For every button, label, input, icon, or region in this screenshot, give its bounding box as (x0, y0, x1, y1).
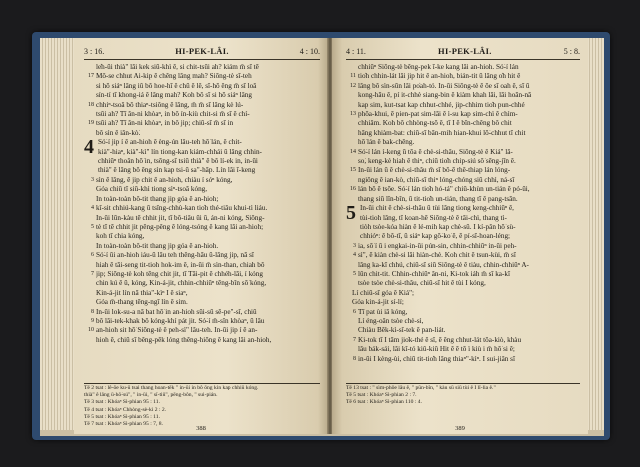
verse-number: 10 (88, 327, 94, 334)
verse-text: tsòe tsòe chè-si-thâu, chiū-sī hit ê tùi I kóng, (358, 279, 486, 288)
text-line (346, 242, 580, 251)
verse-number: 7 (91, 270, 94, 277)
verse-text: bô sìn ê iân-kò͘. (96, 128, 141, 137)
text-line (346, 129, 580, 138)
verse-text: Ki-tok tī I tām jio̍k-thé ê sî, ē êng chhut-lát tōa-kiò, khàu (358, 335, 522, 344)
right-page-body (346, 63, 580, 381)
right-footnotes (346, 383, 580, 407)
verse-number (84, 63, 96, 72)
verse-text: in-ūi I kèng-ùi, chiū tit-tio̍h lâng thiaⁿ"-kìⁿ. I sui-jiân sī (358, 354, 515, 363)
verse-number (346, 129, 358, 138)
verse-number: 8 (353, 355, 356, 362)
verse-number (346, 279, 358, 288)
footnote-line: Tē 4 tsat : Khóaⁿ Chhòng-sè-kì 2 : 2. (84, 406, 167, 413)
text-line (346, 185, 580, 194)
footnote-line: thià" ê lâng ū-hō͘-sú", " in-ūi, " sī-tiû", pēng-bôn, " sui-pián. (84, 392, 218, 399)
chapter-number: 5 (346, 202, 356, 225)
left-page-header (84, 46, 320, 58)
text-line (84, 82, 320, 91)
verse-text: lûn chit-tit. Chhin-chhiūⁿ ân-ni, Ki-tok iáh m̄ sī ka-kī (358, 269, 510, 278)
text-line (346, 195, 580, 204)
verse-number: 8 (91, 308, 94, 315)
text-line (84, 214, 320, 223)
verse-number (346, 326, 358, 335)
verse-text: so͘, keng-kè hiah ê thiⁿ, chiū tio̍h chip-siú sō͘ sēng-jīn ê. (358, 157, 516, 166)
verse-number (84, 82, 96, 91)
verse-text: tè tī tē chhit jit pêng-pêng ê lóng-tsóng ê kang lâi an-hioh; (96, 222, 264, 231)
verse-text: lâu bák-sái, lâi kî-tó kiû-kiû Hit ê ē tō ì kiù i m̄ hō͘ si ê; (358, 345, 515, 354)
verse-text: Lí éng-oân tsòe chè-sì, (358, 316, 424, 325)
verse-text: chhiⁿ-tsoâ bô thiaⁿ-tsiông ê lâng, m̄ m̄ sī lâng kè lú- (96, 100, 244, 109)
verse-text: lâng ka-kī chhú, chiū-sī siū Siōng-tè ê tiàu, chhin-chhiūⁿ A- (358, 260, 529, 269)
text-line (84, 242, 320, 251)
verse-text: an-hioh sit hō͘ Siōng-tè ê peh-sì" lâu-teh. In-ūi jip í ê an- (96, 326, 258, 335)
text-line (346, 72, 580, 81)
verse-text: Kin-á-jit lín nā thia"-kìⁿ I ê siaⁿ, (96, 288, 188, 297)
text-line (346, 355, 580, 364)
verse-text: chhiâm. Koh bô chhòng-tsō ê, tī I ê bīn-chêng bô chit (358, 119, 512, 128)
verse-text: bô lâi-tek-khak bô kóng-khí pát jit. Só͘-í m̄-sîn khòaⁿ, ū lâu (96, 316, 265, 325)
text-line (346, 138, 580, 147)
verse-text: le̍h-ūi thià" lâi kek siū-khì ê, si chit-tsūi ah? kiám m̄ sī tē (96, 63, 259, 71)
text-line (84, 91, 320, 100)
text-line (346, 148, 580, 157)
verse-number (84, 242, 96, 251)
text-line (84, 270, 320, 279)
text-line (346, 157, 580, 166)
verse-text: chhiūⁿ Siōng-tè bêng-pek ī-ke kang lâi an-hioh. Só͘-í lán (358, 63, 519, 71)
left-page (74, 38, 328, 434)
footnote-line: Tē 2 tsat : lê-ōe ku-ū tsai thang hoan-tēk " in-ūi in bô ōng kin kap chhiū kóng. (84, 385, 259, 391)
verse-text: hiah ê tāi-seng tit-tioh hok-im ê, in-ūi m̄ sìn-than, chiah bô (96, 260, 265, 269)
text-line (84, 308, 320, 317)
verse-number (346, 317, 358, 326)
verse-number (84, 336, 96, 345)
chapter-4-start (84, 138, 320, 176)
verse-text: kî-sit chhiú-kang ū tsîng-chhù-kan tio̍h thé-tiâu khui-tì liáu. (96, 204, 268, 213)
footnote-line: Tē 13 tsat : " sìm-phôe lāu ê, " pūn-bîn, " kàu sū siū tùi ê I lî-lia ê." (346, 385, 496, 391)
verse-text: kong-hāu ê, pí it-chhè siang-bin ê kiàm khah lāi, lāi hoān-nā (358, 91, 532, 100)
text-line (346, 279, 580, 288)
text-line (346, 270, 580, 279)
verse-text: sìn ê lâng, ē jip chit ê an-hioh, chiàu í sóⁿ kóng, (96, 175, 233, 184)
verse-text: sín-tí tī khong-iá ê lâng mah? Koh bô sī si hō siáⁿ lâng (96, 91, 252, 100)
verse-number (84, 298, 96, 307)
verse-text: In-ūi lūn-kàu tē chhit jit, tī bô-tiâu ūi ū, án-ni kóng, Siōng- (96, 213, 265, 222)
verse-text: hāng khiàm-bat: chiū-sī bān-mih hian-khui lō͘-chhut tī chit (358, 128, 526, 137)
verse-text: kap sim, kut-tsat kap chhut-chhé, jip-chhim tio̍h pun-chhé (358, 100, 525, 109)
verse-text: lán bô ê tsōe. Só͘-í lán tio̍h hó-tá" chiū-khùn un-tián ê pó-ūi, (358, 185, 530, 194)
verse-text: ngiông ê ian-kò, chiū-sī thiⁿ lóng-chóng siū chhì, ná-sī (358, 175, 515, 184)
right-ref-end: 5 : 8. (563, 47, 580, 56)
right-page-header (346, 46, 580, 58)
text-line (346, 345, 580, 354)
verse-number (84, 214, 96, 223)
footnote-line: Tē 3 tsat : Khóaⁿ Sì-phian 95 : 11. (84, 399, 160, 406)
verse-number (346, 345, 358, 354)
verse-number: 6 (353, 308, 356, 315)
verse-number (346, 101, 358, 110)
verse-number: 7 (353, 336, 356, 343)
verse-text: sì", ē kiàn chè-si lâi hiàn-chè. Koh chit ê tsun-kùi, m̄ sī (358, 251, 516, 260)
left-page-title: HI-PEK-LÂI. (175, 46, 229, 56)
verse-number (346, 261, 358, 270)
footnote-line: Tē 7 tsat : Khóaⁿ Sì-phian 95 : 7, 8. (84, 421, 163, 428)
quoted-verse-line: Góa kin-á-jit sí-lí; (352, 298, 404, 307)
chapter-line: tiòh tsòe-kóa hiàn ê lé-mih kap chè-sū. I kí-pân hō͘ sù- (360, 222, 516, 231)
text-line (346, 251, 580, 260)
verse-number: 17 (88, 73, 94, 80)
footnote-line: Tē 5 tsat : Khóaⁿ Sì-phian 2 : 7. (346, 392, 417, 399)
chapter-number: 4 (84, 136, 94, 159)
verse-text: Góa chiū tī siū-khì tiong sìⁿ-tsoā kóng, (96, 185, 208, 194)
text-line (84, 251, 320, 260)
text-line (84, 336, 320, 345)
chapter-line: In-ūi chit ê chè-si-thâu ū tùi lâng tiong keng-chhiūⁿ ê, (360, 204, 514, 213)
verse-text: Mô-se chhut Ai-kip ê chêng lâng mah? Siōng-tè sī-teh (96, 72, 252, 81)
verse-text: In-ūi lán ū ê chè-si-thâu m̄ sī bô-ē thê-thiap lán lóng- (358, 166, 511, 175)
text-line (84, 110, 320, 119)
text-line (346, 326, 580, 335)
text-line (84, 279, 320, 288)
verse-text: In toàn-toàn bô-tit thang jip góa ê an-hioh; (96, 194, 219, 203)
verse-number (346, 91, 358, 100)
verse-text: ia, sō͘ í ū i engkai-in-ūi pún-sin, chhin-chhiūⁿ in-ūi peh- (358, 241, 517, 250)
verse-number (84, 232, 96, 241)
verse-number: 16 (350, 186, 356, 193)
verse-number: 19 (88, 120, 94, 127)
text-line (346, 176, 580, 185)
left-footnotes (84, 383, 320, 428)
verse-text: Góa m̄-thang tēng-ngī lín ê sim. (96, 298, 188, 307)
text-line (346, 91, 580, 100)
verse-number (346, 157, 358, 166)
verse-text: In toàn-toàn bô-tit thang jip góa ê an-hioh. (96, 241, 219, 250)
verse-text: Só͘-í ūi an-hioh iáu-ū lâu teh thêng-hāu ū-lâng jip, nā sī (96, 251, 254, 260)
text-line (346, 261, 580, 270)
left-ref-end: 4 : 10. (299, 47, 320, 56)
verse-number: 3 (353, 242, 356, 249)
right-header-rule (346, 59, 580, 60)
text-line (84, 232, 320, 241)
verse-text: tsūi ah? Tī ân-ni khòaⁿ, in bô ín-kiù chit-si m̄ sī ê chí- (96, 110, 250, 119)
text-line (84, 326, 320, 335)
verse-number (84, 91, 96, 100)
text-line (84, 63, 320, 72)
verse-number (84, 195, 96, 204)
chapter-line: Só͘-í jip í ê an-hioh ê èng-ún lâu-teh hō͘ lán, ê chit- (98, 138, 242, 147)
verse-text: lâng bô sìn-sūn lâi po̍ah-tó. In-ūi Siōng-tè ê ōe sī oah ê, sī ū (358, 81, 530, 90)
verse-text: Só͘-í lán í-keng ū tōa ê chè-si-thâu, Siōng-tè ê Kiá" lâ- (358, 147, 513, 156)
verse-number: 3 (91, 176, 94, 183)
verse-text: si hō siáⁿ lâng iû bô hoe-hī ê chū ê lê, sī-hō êng m̄ sī loâ (96, 81, 257, 90)
right-ref-start: 4 : 11. (346, 47, 366, 56)
verse-number: 18 (88, 101, 94, 108)
page-edges-left (40, 38, 76, 434)
verse-number: 6 (91, 252, 94, 259)
verse-number (84, 185, 96, 194)
footnote-line: Tē 5 tsat : Khóaⁿ Sì-phian 95 : 11. (84, 413, 160, 420)
verse-number: 5 (353, 270, 356, 277)
verse-number: 14 (350, 148, 356, 155)
verse-number (346, 119, 358, 128)
text-line (84, 204, 320, 213)
right-page (332, 38, 588, 434)
verse-number: 9 (91, 317, 94, 324)
text-line (346, 82, 580, 91)
text-line (84, 185, 320, 194)
chapter-line: chhiūⁿ thoân hō͘ in, tsōng-sī tsiū thià" ê bô lí-ek in, in-ūi (98, 157, 258, 166)
verse-number: 13 (350, 111, 356, 118)
verse-number: 5 (91, 223, 94, 230)
text-line (84, 195, 320, 204)
text-line (84, 119, 320, 128)
text-line (84, 317, 320, 326)
verse-number: 4 (91, 205, 94, 212)
left-page-number: 388 (196, 425, 206, 432)
verse-text: hō͘ lán ê bak-chêng. (358, 138, 415, 147)
verse-number: 4 (353, 252, 356, 259)
verse-number: 15 (350, 167, 356, 174)
left-header-rule (84, 59, 320, 60)
text-line (346, 119, 580, 128)
verse-number: 11 (350, 73, 356, 80)
chapter-line: thià" ê lâng bô êng sìn kap tsi-ū sa"-hāp. Lín lâi ī-keng (98, 166, 256, 175)
verse-text: jip; Siōng-tè koh tēng chit jit, tī Tāi-pit ê chhéh-lāi, í kóng (96, 269, 263, 278)
left-ref-start: 3 : 16. (84, 47, 105, 56)
text-line (84, 129, 320, 138)
right-page-number: 389 (455, 425, 465, 432)
text-line (346, 308, 580, 317)
verse-text: In-ūi lok-su-a nā bat hō͘ in an-hioh sūi-sū sê-pe"-sî, chiū (96, 307, 257, 316)
verse-text: Tī pat ùi iā kóng, (358, 307, 408, 316)
text-line (84, 261, 320, 270)
text-line (346, 110, 580, 119)
text-line (346, 63, 580, 72)
text-line (84, 289, 320, 298)
text-line (84, 101, 320, 110)
chapter-5-start (346, 204, 580, 242)
text-line (346, 336, 580, 345)
verse-text: Chiàu Bêk-kì-sî-tek ê pan-liát. (358, 326, 446, 335)
verse-number (84, 279, 96, 288)
text-line (84, 72, 320, 81)
verse-number (84, 261, 96, 270)
verse-number (346, 63, 358, 72)
verse-number: 12 (350, 82, 356, 89)
verse-text: chin kú ê ū, kóng, Kin-á-jit, chhin-chhiūⁿ tēng-bîn sō͘ kóng, (96, 279, 267, 288)
chapter-line: chhióⁿ: ê bô-tī, ū siáⁿ kap gō͘-ko͘ ê, ē pí-sī-hoan-léng; (360, 232, 511, 241)
footnote-line: Tē 6 tsat : Khóaⁿ Sì-phian 110 : 4. (346, 399, 422, 406)
text-line (84, 298, 320, 307)
quoted-verse-line: Lí chiū-sī góa ê Kiá"; (352, 288, 415, 297)
verse-number (84, 289, 96, 298)
text-line (84, 223, 320, 232)
page-edges-right (586, 38, 604, 434)
right-page-title: HI-PEK-LÂI. (438, 46, 492, 56)
verse-number (346, 176, 358, 185)
verse-text: tsūi ah? Tī ân-ni khòaⁿ, in bô jip; chiū-sī m̄ sī in (96, 119, 234, 128)
verse-number (84, 110, 96, 119)
text-line (346, 101, 580, 110)
verse-text: tio̍h chhin-lát lâi jip hit ê an-hioh, bián-tit ū lâng o̍h hit ê (358, 72, 521, 81)
verse-text: phōa-khui, ē pien-pat sim-lāi ê ì-su kap sim-chì ê chìm- (358, 110, 518, 119)
verse-text: hioh ê, chiū sī bêng-pêk lóng thêng-hiōng ê kang lâi an-hioh, (96, 335, 272, 344)
chapter-line: kià"-hiaⁿ, kià"-kì" lín tiong-kan kiám-chhái ū lâng chhin- (98, 147, 262, 156)
text-line (346, 166, 580, 175)
left-page-body (84, 63, 320, 381)
text-line (84, 176, 320, 185)
verse-text: koh tī chia kóng, (96, 232, 145, 241)
chapter-line: tùi-tioh lâng, tī koan-hē Siōng-tè ê tāi-chì, thang tì- (360, 213, 507, 222)
verse-number (346, 138, 358, 147)
verse-text: thang siū lîn-bîn, ū tit-tio̍h un-tián, thang tī ê pang-tsān. (358, 194, 518, 203)
text-line (346, 317, 580, 326)
